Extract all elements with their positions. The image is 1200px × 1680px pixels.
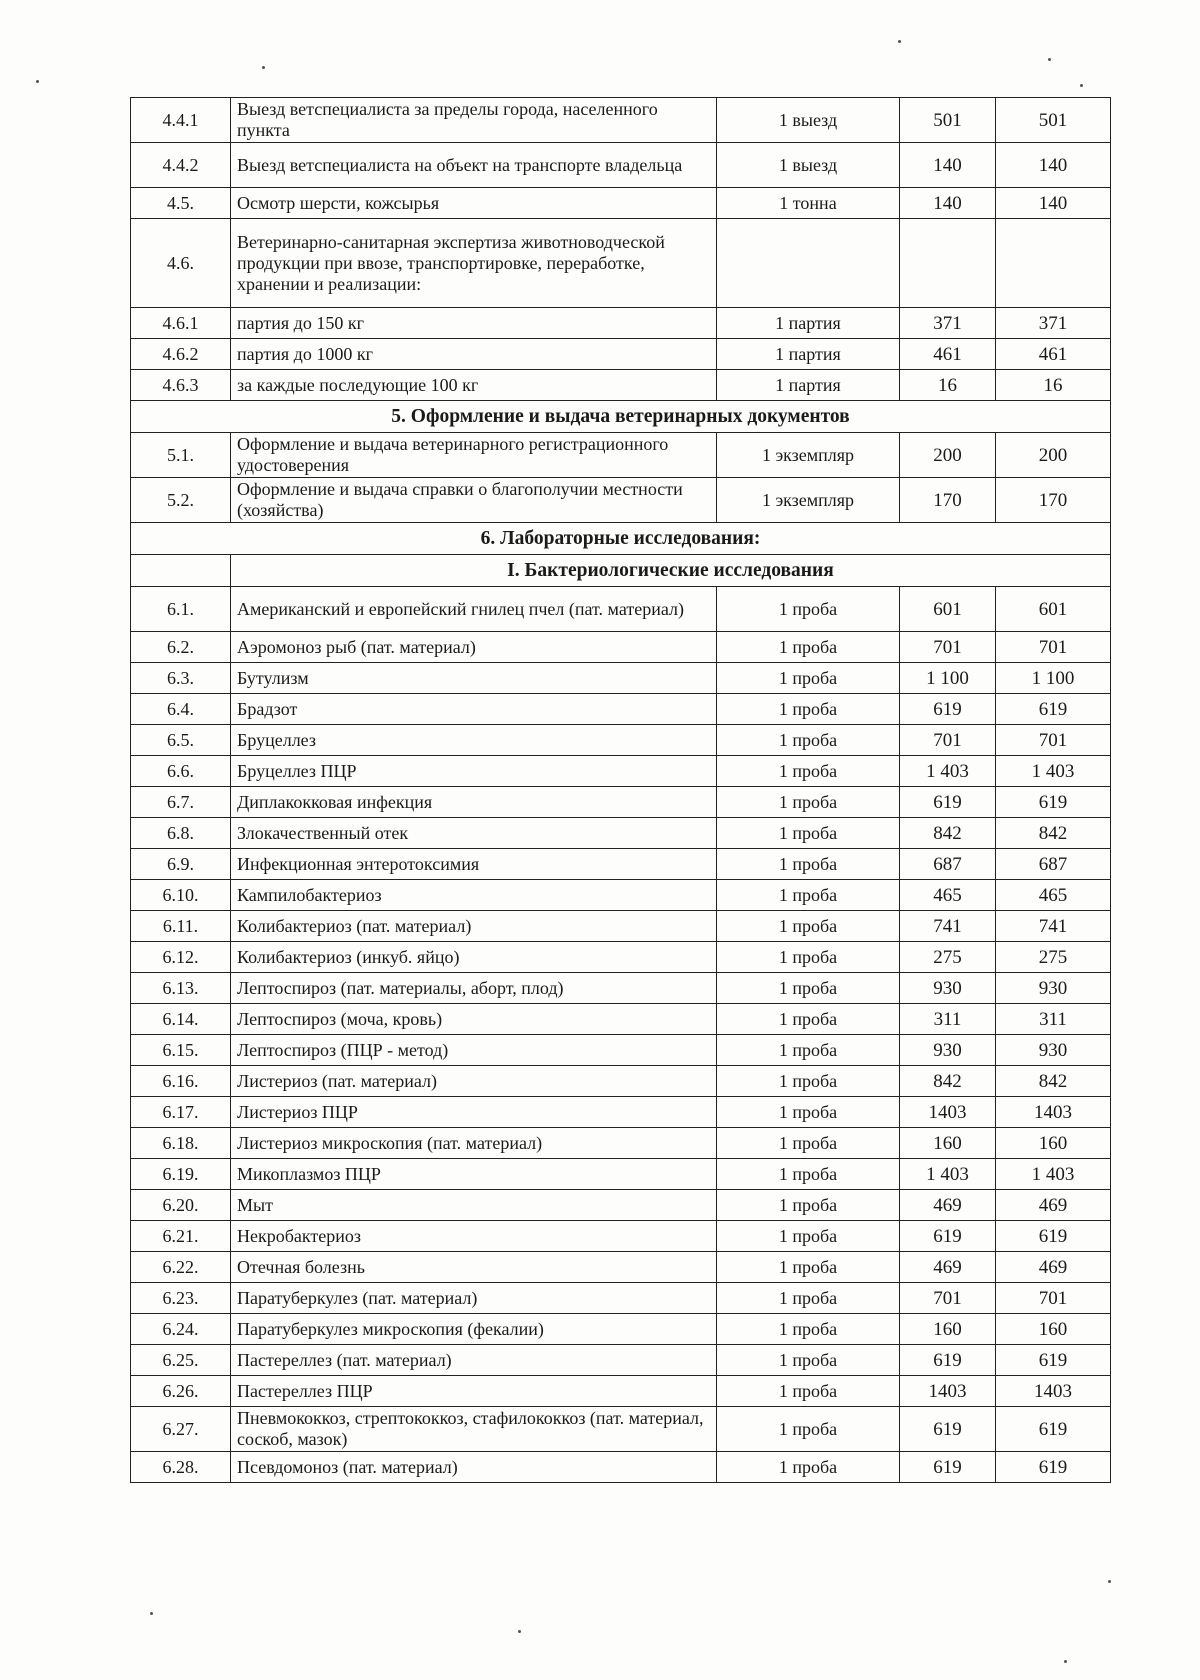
row-service-name: Отечная болезнь xyxy=(231,1252,717,1283)
row-unit: 1 проба xyxy=(717,787,900,818)
row-number: 6.9. xyxy=(131,849,231,880)
row-service-name: Листериоз (пат. материал) xyxy=(231,1066,717,1097)
row-price-1: 701 xyxy=(900,632,996,663)
row-price-2: 1 100 xyxy=(996,663,1111,694)
scan-speck xyxy=(1048,58,1051,61)
row-service-name: Осмотр шерсти, кожсырья xyxy=(231,188,717,219)
row-price-2: 371 xyxy=(996,308,1111,339)
row-service-name: Листериоз ПЦР xyxy=(231,1097,717,1128)
row-number: 6.15. xyxy=(131,1035,231,1066)
row-service-name: Выезд ветспециалиста за пределы города, населенного пункта xyxy=(231,98,717,143)
scan-speck xyxy=(36,80,39,83)
row-service-name: Колибактериоз (пат. материал) xyxy=(231,911,717,942)
row-unit: 1 проба xyxy=(717,880,900,911)
row-service-name: Аэромоноз рыб (пат. материал) xyxy=(231,632,717,663)
row-price-1: 687 xyxy=(900,849,996,880)
table-row xyxy=(131,756,1111,787)
row-price-2: 701 xyxy=(996,632,1111,663)
row-price-1: 140 xyxy=(900,188,996,219)
table-row xyxy=(131,1004,1111,1035)
table-row xyxy=(131,1190,1111,1221)
table-row xyxy=(131,942,1111,973)
row-number: 6.19. xyxy=(131,1159,231,1190)
row-unit: 1 проба xyxy=(717,1221,900,1252)
row-number: 6.16. xyxy=(131,1066,231,1097)
row-number: 5.1. xyxy=(131,433,231,478)
scan-speck xyxy=(1108,1580,1111,1583)
row-number: 6.5. xyxy=(131,725,231,756)
row-number: 6.26. xyxy=(131,1376,231,1407)
row-service-name: Псевдомоноз (пат. материал) xyxy=(231,1452,717,1483)
row-unit: 1 проба xyxy=(717,818,900,849)
row-number: 6.14. xyxy=(131,1004,231,1035)
row-price-1: 601 xyxy=(900,587,996,632)
row-service-name: Инфекционная энтеротоксимия xyxy=(231,849,717,880)
row-price-2: 170 xyxy=(996,478,1111,523)
row-unit: 1 проба xyxy=(717,1035,900,1066)
row-number: 4.4.2 xyxy=(131,143,231,188)
row-price-1: 170 xyxy=(900,478,996,523)
row-unit: 1 проба xyxy=(717,942,900,973)
section-heading: 5. Оформление и выдача ветеринарных документов xyxy=(131,401,1111,433)
row-price-2: 140 xyxy=(996,188,1111,219)
row-unit: 1 проба xyxy=(717,632,900,663)
row-service-name: Колибактериоз (инкуб. яйцо) xyxy=(231,942,717,973)
row-unit: 1 проба xyxy=(717,1252,900,1283)
row-number: 6.22. xyxy=(131,1252,231,1283)
row-unit: 1 партия xyxy=(717,308,900,339)
row-price-2: 687 xyxy=(996,849,1111,880)
table-row xyxy=(131,587,1111,632)
row-price-2: 930 xyxy=(996,1035,1111,1066)
row-price-1: 701 xyxy=(900,1283,996,1314)
row-price-2: 619 xyxy=(996,694,1111,725)
section-heading-row xyxy=(131,401,1111,433)
row-unit: 1 проба xyxy=(717,1314,900,1345)
row-service-name: партия до 1000 кг xyxy=(231,339,717,370)
row-number: 6.1. xyxy=(131,587,231,632)
row-number: 6.17. xyxy=(131,1097,231,1128)
row-price-2: 930 xyxy=(996,973,1111,1004)
row-price-2: 469 xyxy=(996,1190,1111,1221)
scan-speck xyxy=(150,1612,153,1615)
table-row xyxy=(131,1252,1111,1283)
row-unit: 1 проба xyxy=(717,1159,900,1190)
row-price-1: 1403 xyxy=(900,1097,996,1128)
row-unit: 1 проба xyxy=(717,1128,900,1159)
row-number: 6.7. xyxy=(131,787,231,818)
row-service-name: Паратуберкулез (пат. материал) xyxy=(231,1283,717,1314)
scan-speck xyxy=(1080,84,1083,87)
row-price-2: 469 xyxy=(996,1252,1111,1283)
row-price-1: 1 403 xyxy=(900,756,996,787)
row-unit: 1 проба xyxy=(717,663,900,694)
scan-speck xyxy=(1064,1660,1067,1663)
table-row xyxy=(131,694,1111,725)
section-heading: 6. Лабораторные исследования: xyxy=(131,523,1111,555)
row-number: 6.21. xyxy=(131,1221,231,1252)
row-price-2: 619 xyxy=(996,1452,1111,1483)
row-price-1: 619 xyxy=(900,1345,996,1376)
row-service-name: Лептоспироз (ПЦР - метод) xyxy=(231,1035,717,1066)
row-price-2: 140 xyxy=(996,143,1111,188)
row-price-2 xyxy=(996,219,1111,308)
row-unit: 1 проба xyxy=(717,1190,900,1221)
section-heading-row xyxy=(131,523,1111,555)
row-price-1: 619 xyxy=(900,1452,996,1483)
row-price-2: 619 xyxy=(996,1345,1111,1376)
row-price-2: 465 xyxy=(996,880,1111,911)
row-number: 6.23. xyxy=(131,1283,231,1314)
row-service-name: Злокачественный отек xyxy=(231,818,717,849)
row-price-1: 701 xyxy=(900,725,996,756)
row-price-1: 371 xyxy=(900,308,996,339)
table-row xyxy=(131,787,1111,818)
table-row xyxy=(131,1159,1111,1190)
row-price-1: 741 xyxy=(900,911,996,942)
row-service-name: Некробактериоз xyxy=(231,1221,717,1252)
table-row xyxy=(131,880,1111,911)
row-number: 6.6. xyxy=(131,756,231,787)
row-price-1: 465 xyxy=(900,880,996,911)
row-unit: 1 проба xyxy=(717,694,900,725)
row-unit: 1 экземпляр xyxy=(717,478,900,523)
row-service-name: Кампилобактериоз xyxy=(231,880,717,911)
row-number: 4.6.2 xyxy=(131,339,231,370)
row-service-name: за каждые последующие 100 кг xyxy=(231,370,717,401)
row-number: 6.13. xyxy=(131,973,231,1004)
row-price-2: 1 403 xyxy=(996,756,1111,787)
row-unit: 1 проба xyxy=(717,1452,900,1483)
row-number: 6.2. xyxy=(131,632,231,663)
row-price-1: 1403 xyxy=(900,1376,996,1407)
row-unit: 1 тонна xyxy=(717,188,900,219)
scan-speck xyxy=(898,40,901,43)
table-row xyxy=(131,478,1111,523)
row-price-2: 461 xyxy=(996,339,1111,370)
row-price-1: 619 xyxy=(900,1221,996,1252)
row-price-1: 160 xyxy=(900,1128,996,1159)
row-price-2: 842 xyxy=(996,818,1111,849)
row-service-name: Брадзот xyxy=(231,694,717,725)
row-price-1: 842 xyxy=(900,1066,996,1097)
table-row xyxy=(131,308,1111,339)
row-price-2: 701 xyxy=(996,725,1111,756)
table-row xyxy=(131,725,1111,756)
row-price-1: 140 xyxy=(900,143,996,188)
table-row xyxy=(131,663,1111,694)
row-service-name: Выезд ветспециалиста на объект на транспорте владельца xyxy=(231,143,717,188)
table-row xyxy=(131,98,1111,143)
row-number: 6.25. xyxy=(131,1345,231,1376)
row-unit: 1 проба xyxy=(717,756,900,787)
row-price-1: 619 xyxy=(900,1407,996,1452)
row-number: 4.4.1 xyxy=(131,98,231,143)
row-price-1: 160 xyxy=(900,1314,996,1345)
row-price-1: 619 xyxy=(900,787,996,818)
row-service-name: Пастереллез (пат. материал) xyxy=(231,1345,717,1376)
table-row xyxy=(131,339,1111,370)
row-price-2: 275 xyxy=(996,942,1111,973)
row-service-name: Бруцеллез ПЦР xyxy=(231,756,717,787)
table-row xyxy=(131,1221,1111,1252)
row-service-name: партия до 150 кг xyxy=(231,308,717,339)
table-row xyxy=(131,433,1111,478)
row-number: 6.10. xyxy=(131,880,231,911)
row-service-name: Микоплазмоз ПЦР xyxy=(231,1159,717,1190)
row-unit xyxy=(717,219,900,308)
row-unit: 1 экземпляр xyxy=(717,433,900,478)
row-service-name: Американский и европейский гнилец пчел (пат. материал) xyxy=(231,587,717,632)
row-unit: 1 проба xyxy=(717,587,900,632)
price-table-body xyxy=(131,98,1111,1483)
row-unit: 1 проба xyxy=(717,1097,900,1128)
row-service-name: Лептоспироз (пат. материалы, аборт, плод) xyxy=(231,973,717,1004)
table-row xyxy=(131,911,1111,942)
row-unit: 1 проба xyxy=(717,1407,900,1452)
row-price-2: 619 xyxy=(996,787,1111,818)
row-unit: 1 проба xyxy=(717,973,900,1004)
table-row xyxy=(131,143,1111,188)
row-price-1: 1 403 xyxy=(900,1159,996,1190)
table-row xyxy=(131,1314,1111,1345)
table-row xyxy=(131,1407,1111,1452)
row-number: 6.12. xyxy=(131,942,231,973)
table-row xyxy=(131,632,1111,663)
row-service-name: Оформление и выдача справки о благополучии местности (хозяйства) xyxy=(231,478,717,523)
row-price-1: 1 100 xyxy=(900,663,996,694)
row-unit: 1 партия xyxy=(717,370,900,401)
row-price-1: 619 xyxy=(900,694,996,725)
row-unit: 1 проба xyxy=(717,1004,900,1035)
table-row xyxy=(131,1066,1111,1097)
table-row xyxy=(131,849,1111,880)
table-row xyxy=(131,1097,1111,1128)
row-price-2: 701 xyxy=(996,1283,1111,1314)
table-row xyxy=(131,1283,1111,1314)
row-price-2: 1403 xyxy=(996,1376,1111,1407)
row-unit: 1 проба xyxy=(717,1345,900,1376)
row-service-name: Оформление и выдача ветеринарного регистрационного удостоверения xyxy=(231,433,717,478)
row-price-2: 619 xyxy=(996,1407,1111,1452)
row-price-1: 842 xyxy=(900,818,996,849)
row-number: 6.3. xyxy=(131,663,231,694)
row-number: 6.24. xyxy=(131,1314,231,1345)
table-row xyxy=(131,219,1111,308)
empty-number-cell xyxy=(131,555,231,587)
row-service-name: Бутулизм xyxy=(231,663,717,694)
row-service-name: Бруцеллез xyxy=(231,725,717,756)
row-price-1: 469 xyxy=(900,1252,996,1283)
row-price-1 xyxy=(900,219,996,308)
row-number: 4.6.3 xyxy=(131,370,231,401)
row-number: 4.5. xyxy=(131,188,231,219)
table-row xyxy=(131,1376,1111,1407)
row-unit: 1 проба xyxy=(717,1066,900,1097)
row-unit: 1 проба xyxy=(717,1376,900,1407)
row-service-name: Пастереллез ПЦР xyxy=(231,1376,717,1407)
row-number: 6.20. xyxy=(131,1190,231,1221)
row-price-2: 601 xyxy=(996,587,1111,632)
row-price-1: 501 xyxy=(900,98,996,143)
row-price-2: 200 xyxy=(996,433,1111,478)
row-number: 6.18. xyxy=(131,1128,231,1159)
row-number: 4.6. xyxy=(131,219,231,308)
row-price-2: 842 xyxy=(996,1066,1111,1097)
row-price-1: 16 xyxy=(900,370,996,401)
row-service-name: Диплакокковая инфекция xyxy=(231,787,717,818)
row-price-1: 311 xyxy=(900,1004,996,1035)
row-number: 6.8. xyxy=(131,818,231,849)
scan-speck xyxy=(518,1630,521,1633)
row-price-1: 461 xyxy=(900,339,996,370)
row-price-2: 16 xyxy=(996,370,1111,401)
table-row xyxy=(131,1035,1111,1066)
row-number: 6.27. xyxy=(131,1407,231,1452)
row-number: 6.11. xyxy=(131,911,231,942)
row-price-1: 469 xyxy=(900,1190,996,1221)
row-price-1: 930 xyxy=(900,1035,996,1066)
row-price-1: 275 xyxy=(900,942,996,973)
row-price-2: 1403 xyxy=(996,1097,1111,1128)
row-unit: 1 проба xyxy=(717,849,900,880)
subsection-heading-row xyxy=(131,555,1111,587)
row-price-2: 741 xyxy=(996,911,1111,942)
table-row xyxy=(131,370,1111,401)
row-service-name: Лептоспироз (моча, кровь) xyxy=(231,1004,717,1035)
row-service-name: Листериоз микроскопия (пат. материал) xyxy=(231,1128,717,1159)
row-price-2: 160 xyxy=(996,1314,1111,1345)
subsection-heading: I. Бактериологические исследования xyxy=(231,555,1111,587)
row-price-2: 160 xyxy=(996,1128,1111,1159)
table-row xyxy=(131,1452,1111,1483)
scan-speck xyxy=(262,66,265,69)
row-unit: 1 выезд xyxy=(717,143,900,188)
row-price-1: 200 xyxy=(900,433,996,478)
row-unit: 1 партия xyxy=(717,339,900,370)
table-row xyxy=(131,1345,1111,1376)
row-unit: 1 проба xyxy=(717,1283,900,1314)
table-row xyxy=(131,818,1111,849)
row-price-2: 1 403 xyxy=(996,1159,1111,1190)
row-service-name: Ветеринарно-санитарная экспертиза животноводческой продукции при ввозе, транспортировке, переработке, хранении и реализации: xyxy=(231,219,717,308)
row-unit: 1 проба xyxy=(717,725,900,756)
row-number: 6.4. xyxy=(131,694,231,725)
table-row xyxy=(131,1128,1111,1159)
row-price-2: 501 xyxy=(996,98,1111,143)
row-number: 5.2. xyxy=(131,478,231,523)
row-price-2: 619 xyxy=(996,1221,1111,1252)
row-number: 4.6.1 xyxy=(131,308,231,339)
row-price-2: 311 xyxy=(996,1004,1111,1035)
row-service-name: Мыт xyxy=(231,1190,717,1221)
table-row xyxy=(131,188,1111,219)
row-price-1: 930 xyxy=(900,973,996,1004)
price-table xyxy=(130,97,1111,1483)
row-number: 6.28. xyxy=(131,1452,231,1483)
row-service-name: Пневмококкоз, стрептококкоз, стафилококкоз (пат. материал, соскоб, мазок) xyxy=(231,1407,717,1452)
row-unit: 1 проба xyxy=(717,911,900,942)
row-service-name: Паратуберкулез микроскопия (фекалии) xyxy=(231,1314,717,1345)
table-row xyxy=(131,973,1111,1004)
row-unit: 1 выезд xyxy=(717,98,900,143)
